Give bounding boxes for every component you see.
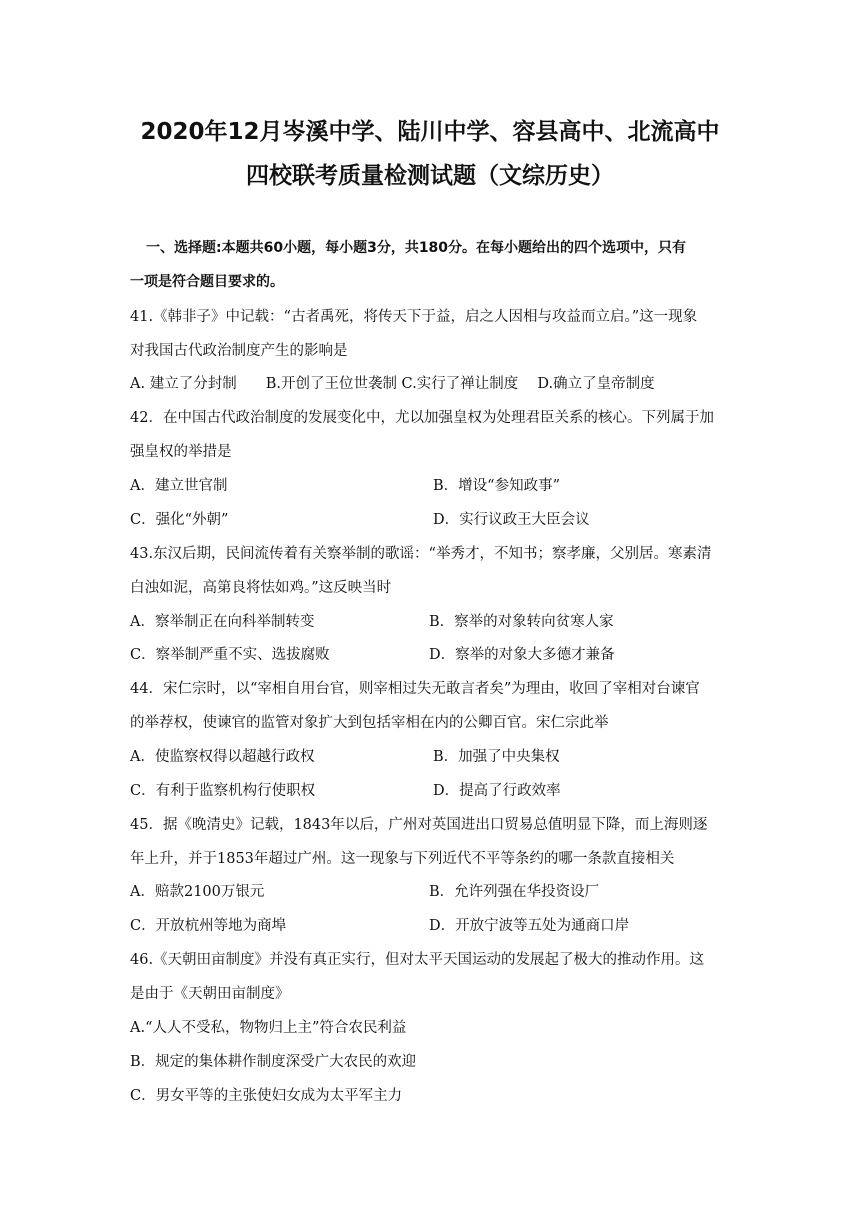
q45-option-b: B．允许列强在华投资设厂 <box>429 884 600 900</box>
q46-stem-line-1: 46.《天朝田亩制度》并没有真正实行，但对太平天国运动的发展起了极大的推动作用。这 <box>130 952 705 968</box>
q42-option-c: C．强化“外朝” <box>130 512 229 528</box>
q42-option-a: A．建立世官制 <box>130 478 228 494</box>
q44-stem-line-1: 44．宋仁宗时，以“宰相自用台官，则宰相过失无敢言者矣”为理由，收回了宰相对台谏官 <box>130 681 700 697</box>
q42-option-d: D．实行议政王大臣会议 <box>433 512 590 528</box>
q43-option-d: D．察举的对象大多德才兼备 <box>429 647 615 663</box>
q46-option-b: B．规定的集体耕作制度深受广大农民的欢迎 <box>130 1054 417 1070</box>
q46-option-a: A.“人人不受私，物物归上主”符合农民利益 <box>130 1020 407 1036</box>
q46-stem-line-2: 是由于《天朝田亩制度》 <box>130 986 290 1002</box>
exam-title-line-2: 四校联考质量检测试题（文综历史） <box>246 163 614 189</box>
q44-stem-line-2: 的举荐权，使谏官的监管对象扩大到包括宰相在内的公卿百官。宋仁宗此举 <box>130 715 609 731</box>
q45-option-d: D．开放宁波等五处为通商口岸 <box>429 918 630 934</box>
q41-options: A. 建立了分封制 B.开创了王位世袭制 C.实行了禅让制度 D.确立了皇帝制度 <box>130 376 655 392</box>
q41-stem-line-2: 对我国古代政治制度产生的影响是 <box>130 343 348 359</box>
q42-stem-line-1: 42．在中国古代政治制度的发展变化中，尤以加强皇权为处理君臣关系的核心。下列属于加 <box>130 410 714 426</box>
q45-stem-line-2: 年上升，并于1853年超过广州。这一现象与下列近代不平等条约的哪一条款直接相关 <box>130 851 675 867</box>
q43-option-c: C．察举制严重不实、选拔腐败 <box>130 647 330 663</box>
q44-option-b: B．加强了中央集权 <box>433 749 560 765</box>
q46-option-c: C．男女平等的主张使妇女成为太平军主力 <box>130 1088 403 1104</box>
q43-stem-line-2: 白浊如泥，高第良将怯如鸡。”这反映当时 <box>130 580 392 596</box>
exam-title-line-1: 2020年12月岑溪中学、陆川中学、容县高中、北流高中 <box>140 119 720 145</box>
q43-stem-line-1: 43.东汉后期，民间流传着有关察举制的歌谣：“举秀才，不知书；察孝廉，父别居。寒素清 <box>130 546 712 562</box>
q44-option-c: C．有利于监察机构行使职权 <box>130 783 316 799</box>
q42-option-b: B．增设“参知政事” <box>433 478 560 494</box>
q45-stem-line-1: 45．据《晚清史》记载，1843年以后，广州对英国进出口贸易总值明显下降，而上海则逐 <box>130 817 708 833</box>
q44-option-a: A．使监察权得以超越行政权 <box>130 749 315 765</box>
q41-stem-line-1: 41.《韩非子》中记载：“古者禹死，将传天下于益，启之人因相与攻益而立启。”这一现象 <box>130 309 698 325</box>
q44-option-d: D．提高了行政效率 <box>433 783 561 799</box>
section-instruction-line-2: 一项是符合题目要求的。 <box>130 274 284 290</box>
q43-option-b: B．察举的对象转向贫寒人家 <box>429 614 614 630</box>
q42-stem-line-2: 强皇权的举措是 <box>130 444 232 460</box>
q43-option-a: A．察举制正在向科举制转变 <box>130 614 315 630</box>
q45-option-c: C．开放杭州等地为商埠 <box>130 918 287 934</box>
section-instruction-line-1: 一、选择题:本题共60小题，每小题3分，共180分。在每小题给出的四个选项中，只有 <box>146 240 687 256</box>
q45-option-a: A．赔款2100万银元 <box>130 884 265 900</box>
